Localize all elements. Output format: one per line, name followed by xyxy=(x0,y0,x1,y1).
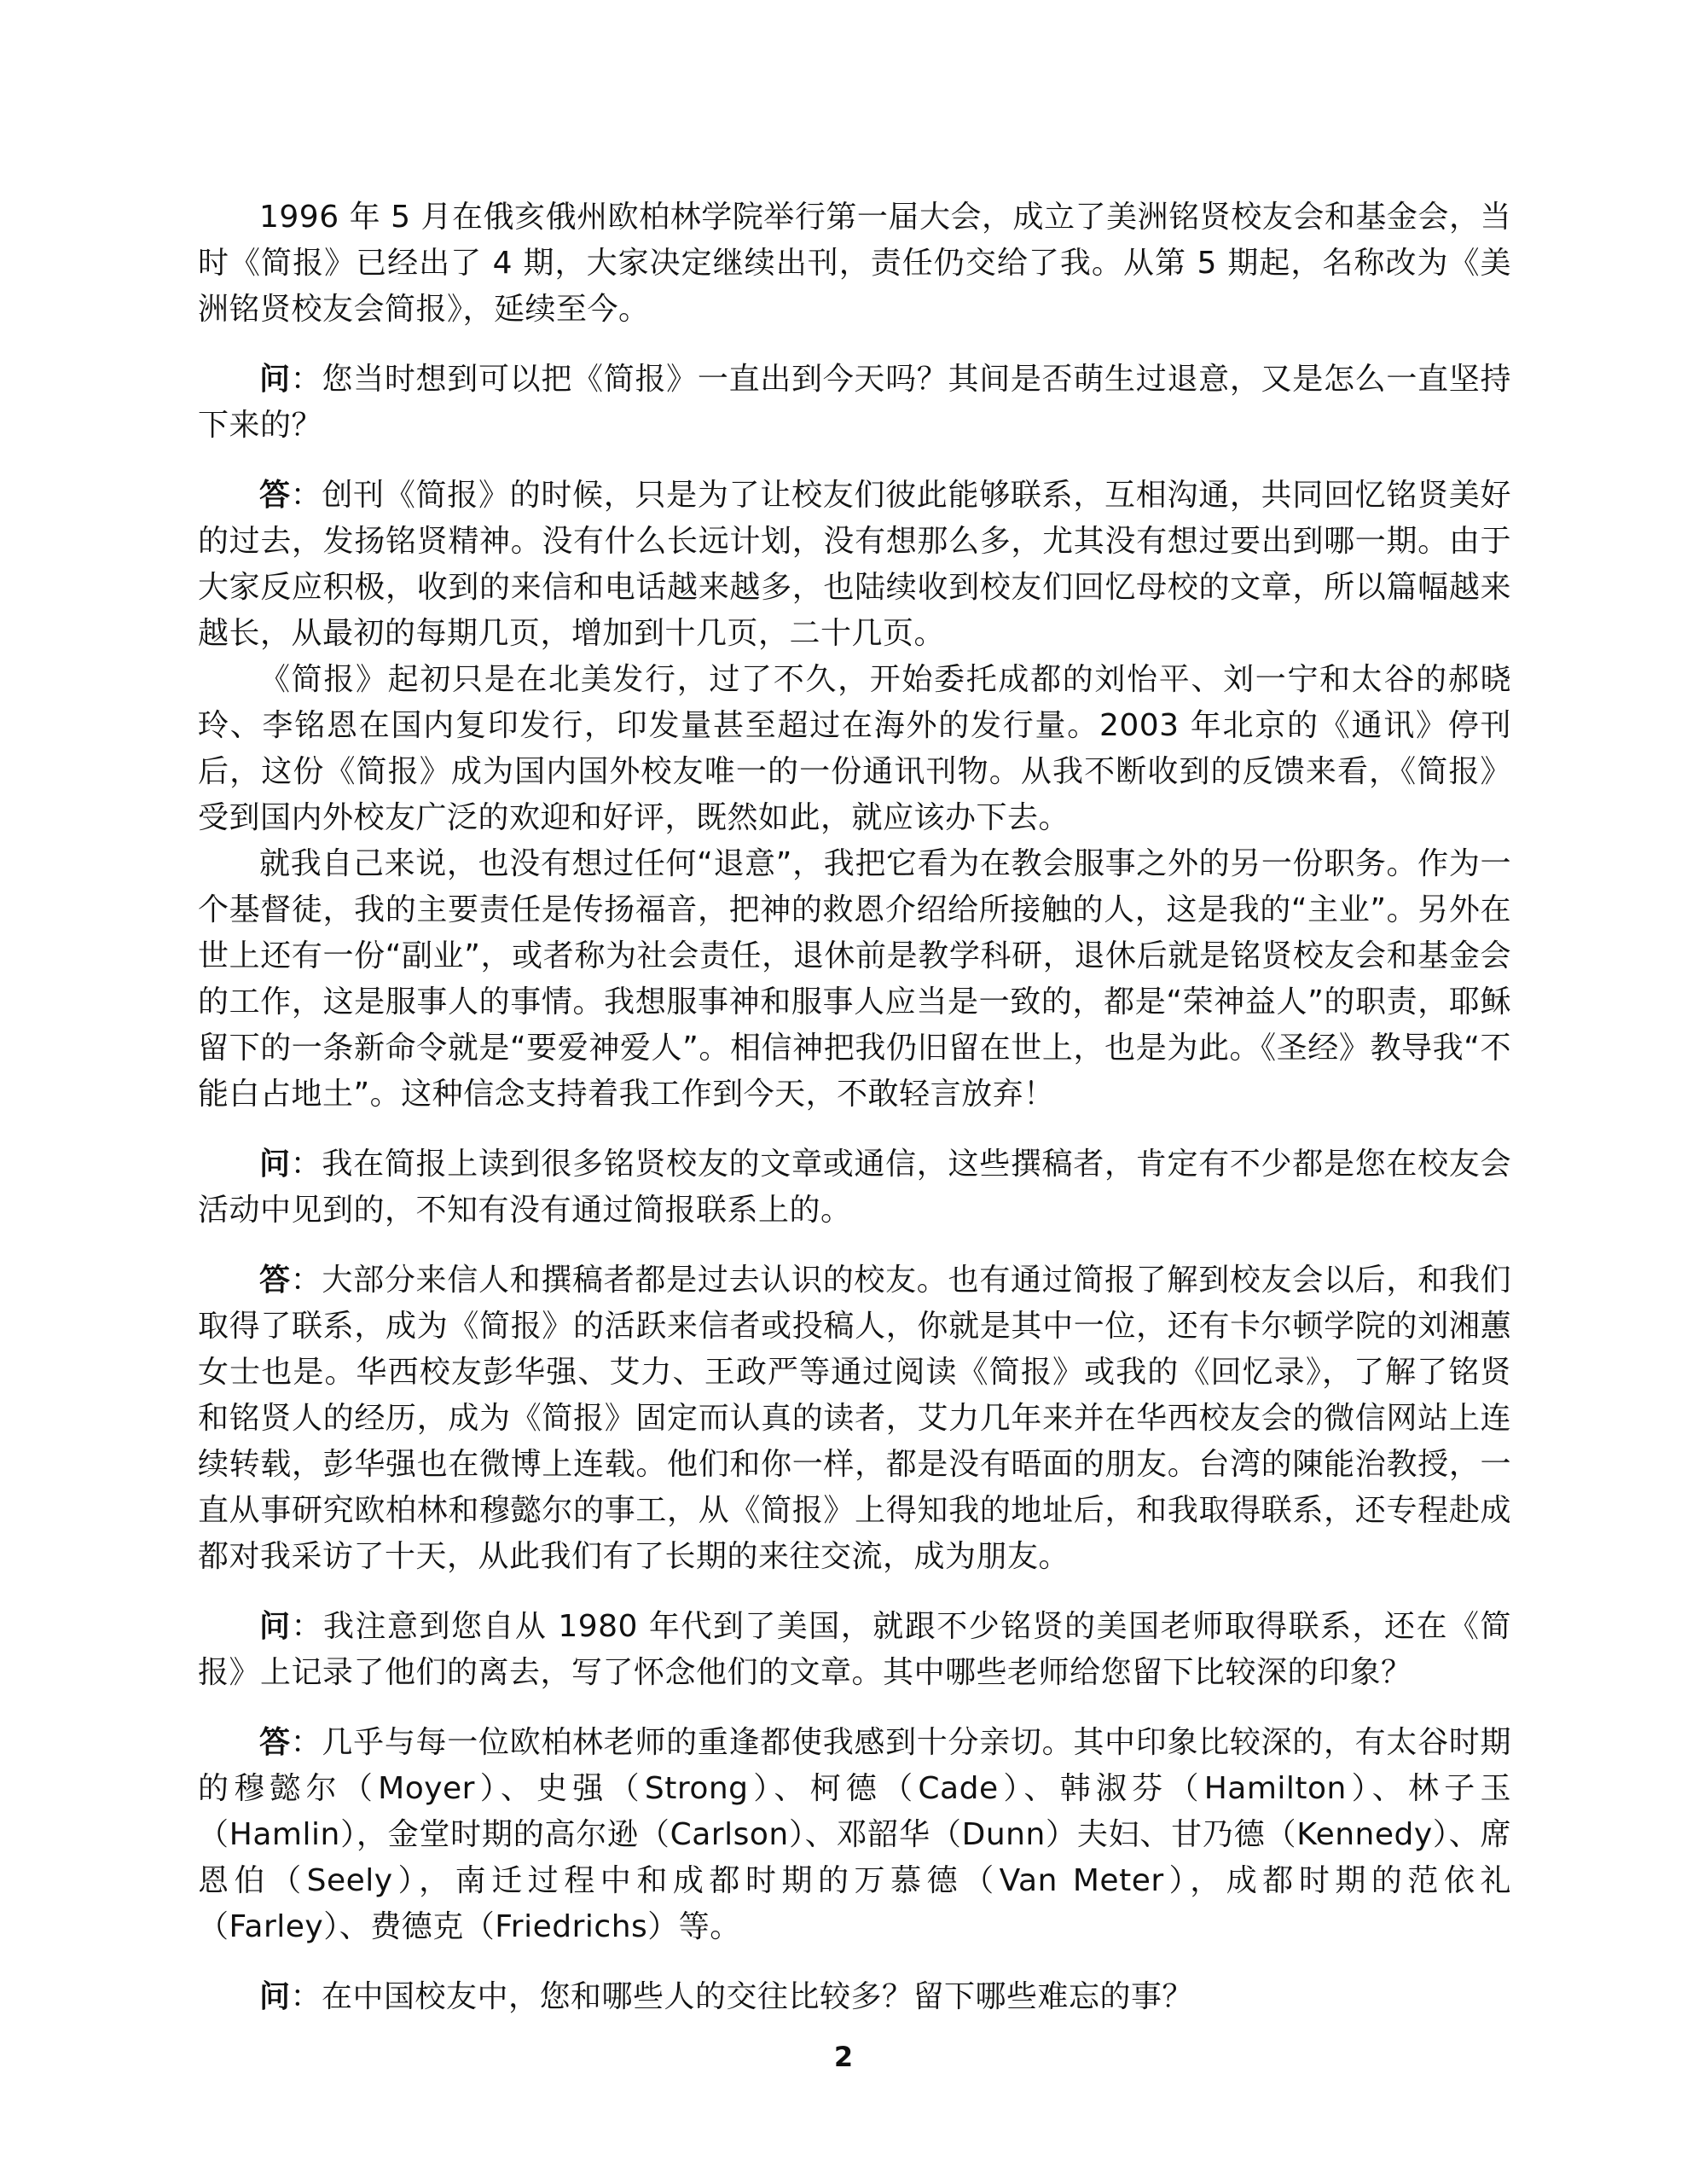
paragraph-answer-1-cont-1 xyxy=(198,657,1511,841)
answer-text: ：几乎与每一位欧柏林老师的重逢都使我感到十分亲切。其中印象比较深的，有太谷时期的穆懿尔（Moyer）、史强（Strong）、柯德（Cade）、韩淑芬（Hamilton）、林子玉（Hamlin），金堂时期的高尔逊（Carlson）、邓韶华（Dunn）夫妇、甘乃德（Kennedy）、席恩伯（Seely），南迁过程中和成都时期的万慕德（Van Meter），成都时期的范依礼（Farley）、费德克（Friedrichs）等。 xyxy=(198,1725,1511,1944)
paragraph-answer-1-cont-2 xyxy=(198,841,1511,1118)
question-text: ：我在简报上读到很多铭贤校友的文章或通信，这些撰稿者，肯定有不少都是您在校友会活动中见到的，不知有没有通过简报联系上的。 xyxy=(198,1147,1511,1228)
paragraph-answer-2 xyxy=(198,1258,1511,1580)
paragraph-question-3 xyxy=(198,1604,1511,1696)
answer-label: 答 xyxy=(259,478,291,513)
answer-text: 就我自己来说，也没有想过任何“退意”，我把它看为在教会服事之外的另一份职务。作为一个基督徒，我的主要责任是传扬福音，把神的救恩介绍给所接触的人，这是我的“主业”。另外在世上还有一份“副业”，或者称为社会责任，退休前是教学科研，退休后就是铭贤校友会和基金会的工作，这是服事人的事情。我想服事神和服事人应当是一致的，都是“荣神益人”的职责，耶稣留下的一条新命令就是“要爱神爱人”。相信神把我仍旧留在世上，也是为此。《圣经》教导我“不能白占地土”。这种信念支持着我工作到今天，不敢轻言放弃！ xyxy=(198,846,1511,1112)
question-label: 问 xyxy=(259,1979,291,2014)
page-number: 2 xyxy=(833,2041,854,2073)
paragraph-1-text: 1996 年 5 月在俄亥俄州欧柏林学院举行第一届大会，成立了美洲铭贤校友会和基金会，当时《简报》已经出了 4 期，大家决定继续出刊，责任仍交给了我。从第 5 期起，名称改为《美洲铭贤校友会简报》，延续至今。 xyxy=(198,200,1511,327)
paragraph-question-4 xyxy=(198,1974,1511,2020)
question-label: 问 xyxy=(259,1147,291,1182)
answer-text: ：创刊《简报》的时候，只是为了让校友们彼此能够联系，互相沟通，共同回忆铭贤美好的过去，发扬铭贤精神。没有什么长远计划，没有想那么多，尤其没有想过要出到哪一期。由于大家反应积极，收到的来信和电话越来越多，也陆续收到校友们回忆母校的文章，所以篇幅越来越长，从最初的每期几页，增加到十几页，二十几页。 xyxy=(198,478,1511,651)
paragraph-question-2 xyxy=(198,1141,1511,1234)
answer-text: 《简报》起初只是在北美发行，过了不久，开始委托成都的刘怡平、刘一宁和太谷的郝晓玲、李铭恩在国内复印发行，印发量甚至超过在海外的发行量。2003 年北京的《通讯》停刊后，这份《简报》成为国内国外校友唯一的一份通讯刊物。从我不断收到的反馈来看，《简报》受到国内外校友广泛的欢迎和好评，既然如此，就应该办下去。 xyxy=(198,662,1511,835)
paragraph-answer-3 xyxy=(198,1720,1511,1950)
interview-body xyxy=(198,195,1511,2020)
question-label: 问 xyxy=(259,1609,292,1644)
answer-label: 答 xyxy=(259,1263,291,1298)
paragraph-answer-1 xyxy=(198,473,1511,657)
question-text: ：在中国校友中，您和哪些人的交往比较多？留下哪些难忘的事？ xyxy=(290,1979,1194,2014)
answer-text: ：大部分来信人和撰稿者都是过去认识的校友。也有通过简报了解到校友会以后，和我们取得了联系，成为《简报》的活跃来信者或投稿人，你就是其中一位，还有卡尔顿学院的刘湘蕙女士也是。华西校友彭华强、艾力、王政严等通过阅读《简报》或我的《回忆录》，了解了铭贤和铭贤人的经历，成为《简报》固定而认真的读者，艾力几年来并在华西校友会的微信网站上连续转载，彭华强也在微博上连载。他们和你一样，都是没有晤面的朋友。台湾的陳能治教授，一直从事研究欧柏林和穆懿尔的事工，从《简报》上得知我的地址后，和我取得联系，还专程赴成都对我采访了十天，从此我们有了长期的来往交流，成为朋友。 xyxy=(198,1263,1511,1574)
question-label: 问 xyxy=(259,362,291,397)
question-text: ：我注意到您自从 1980 年代到了美国，就跟不少铭贤的美国老师取得联系，还在《简报》上记录了他们的离去，写了怀念他们的文章。其中哪些老师给您留下比较深的印象？ xyxy=(198,1609,1511,1690)
paragraph-1 xyxy=(198,195,1511,333)
question-text: ：您当时想到可以把《简报》一直出到今天吗？其间是否萌生过退意，又是怎么一直坚持下来的？ xyxy=(198,362,1511,443)
answer-label: 答 xyxy=(259,1725,291,1760)
paragraph-question-1 xyxy=(198,357,1511,449)
